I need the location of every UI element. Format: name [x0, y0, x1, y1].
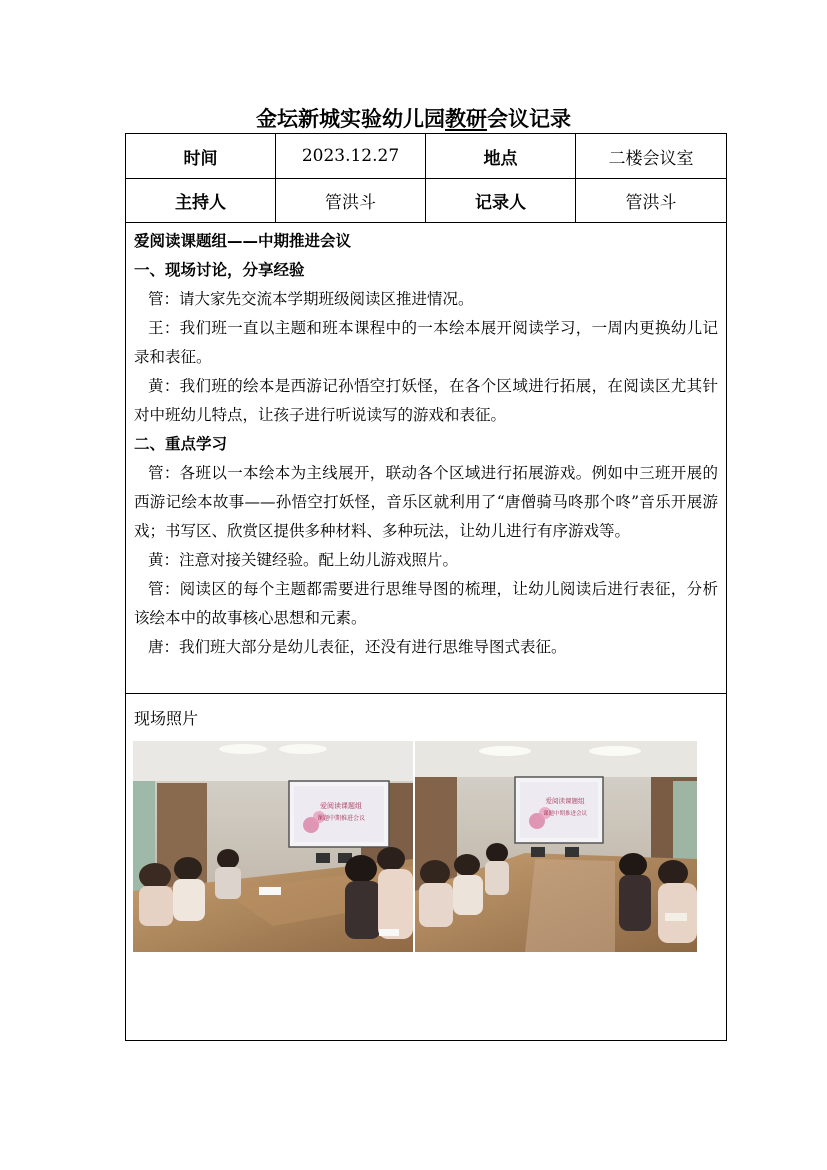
- paragraph: 王：我们班一直以主题和班本课程中的一本绘本展开阅读学习，一周内更换幼儿记录和表征。: [134, 319, 718, 366]
- paragraph: 黄：注意对接关键经验。配上幼儿游戏照片。: [148, 551, 459, 569]
- screen-text-2: 课题中期推进会议: [542, 811, 588, 817]
- meeting-topic: 爱阅读课题组——中期推进会议: [134, 232, 352, 250]
- paragraph: 黄：我们班的绘本是西游记孙悟空打妖怪，在各个区域进行拓展，在阅读区尤其针对中班幼儿特点，让孩子进行听说读写的游戏和表征。: [134, 377, 718, 424]
- host-value: 管洪斗: [276, 178, 426, 222]
- paragraph: 唐：我们班大部分是幼儿表征，还没有进行思维导图式表征。: [148, 638, 567, 656]
- title-suffix: 会议记录: [487, 107, 571, 131]
- screen-text-1: 爱阅读课题组: [545, 797, 585, 805]
- section-2-heading: 二、重点学习: [134, 435, 228, 453]
- paragraph: 管：阅读区的每个主题都需要进行思维导图的梳理，让幼儿阅读后进行表征，分析该绘本中的故事核心思想和元素。: [134, 580, 718, 627]
- section-1-heading: 一、现场讨论，分享经验: [134, 261, 305, 279]
- meeting-photo-1: [133, 741, 413, 952]
- place-value: 二楼会议室: [608, 148, 694, 169]
- info-row-1: [126, 134, 726, 179]
- page-title: [0, 104, 827, 134]
- meeting-content: [126, 222, 726, 694]
- place-label: 地点: [426, 134, 576, 178]
- meeting-photo-2: [415, 741, 697, 952]
- screen-text-2: 课题中期推进会议: [316, 815, 366, 822]
- paragraph: 管：各班以一本绘本为主线展开，联动各个区域进行拓展游戏。例如中三班开展的西游记绘本故事——孙悟空打妖怪，音乐区就利用了“唐僧骑马咚那个咚”音乐开展游戏；书写区、欣赏区提供多种材料、多种玩法，让幼儿进行有序游戏等。: [134, 464, 718, 540]
- screen-text-1: 爱阅读课题组: [320, 802, 362, 810]
- paragraph: 管：请大家先交流本学期班级阅读区推进情况。: [148, 290, 474, 308]
- title-prefix: 金坛新城实验幼儿园: [256, 107, 445, 131]
- photos-label: 现场照片: [134, 709, 199, 728]
- title-underlined: 教研: [445, 107, 487, 131]
- recorder-label: 记录人: [426, 178, 576, 222]
- time-value: 2023.12.27: [276, 134, 426, 178]
- host-label: 主持人: [126, 178, 276, 222]
- recorder-value: 管洪斗: [625, 192, 677, 213]
- record-table: [125, 133, 727, 1041]
- time-label: 时间: [126, 134, 276, 178]
- info-row-2: [126, 178, 726, 223]
